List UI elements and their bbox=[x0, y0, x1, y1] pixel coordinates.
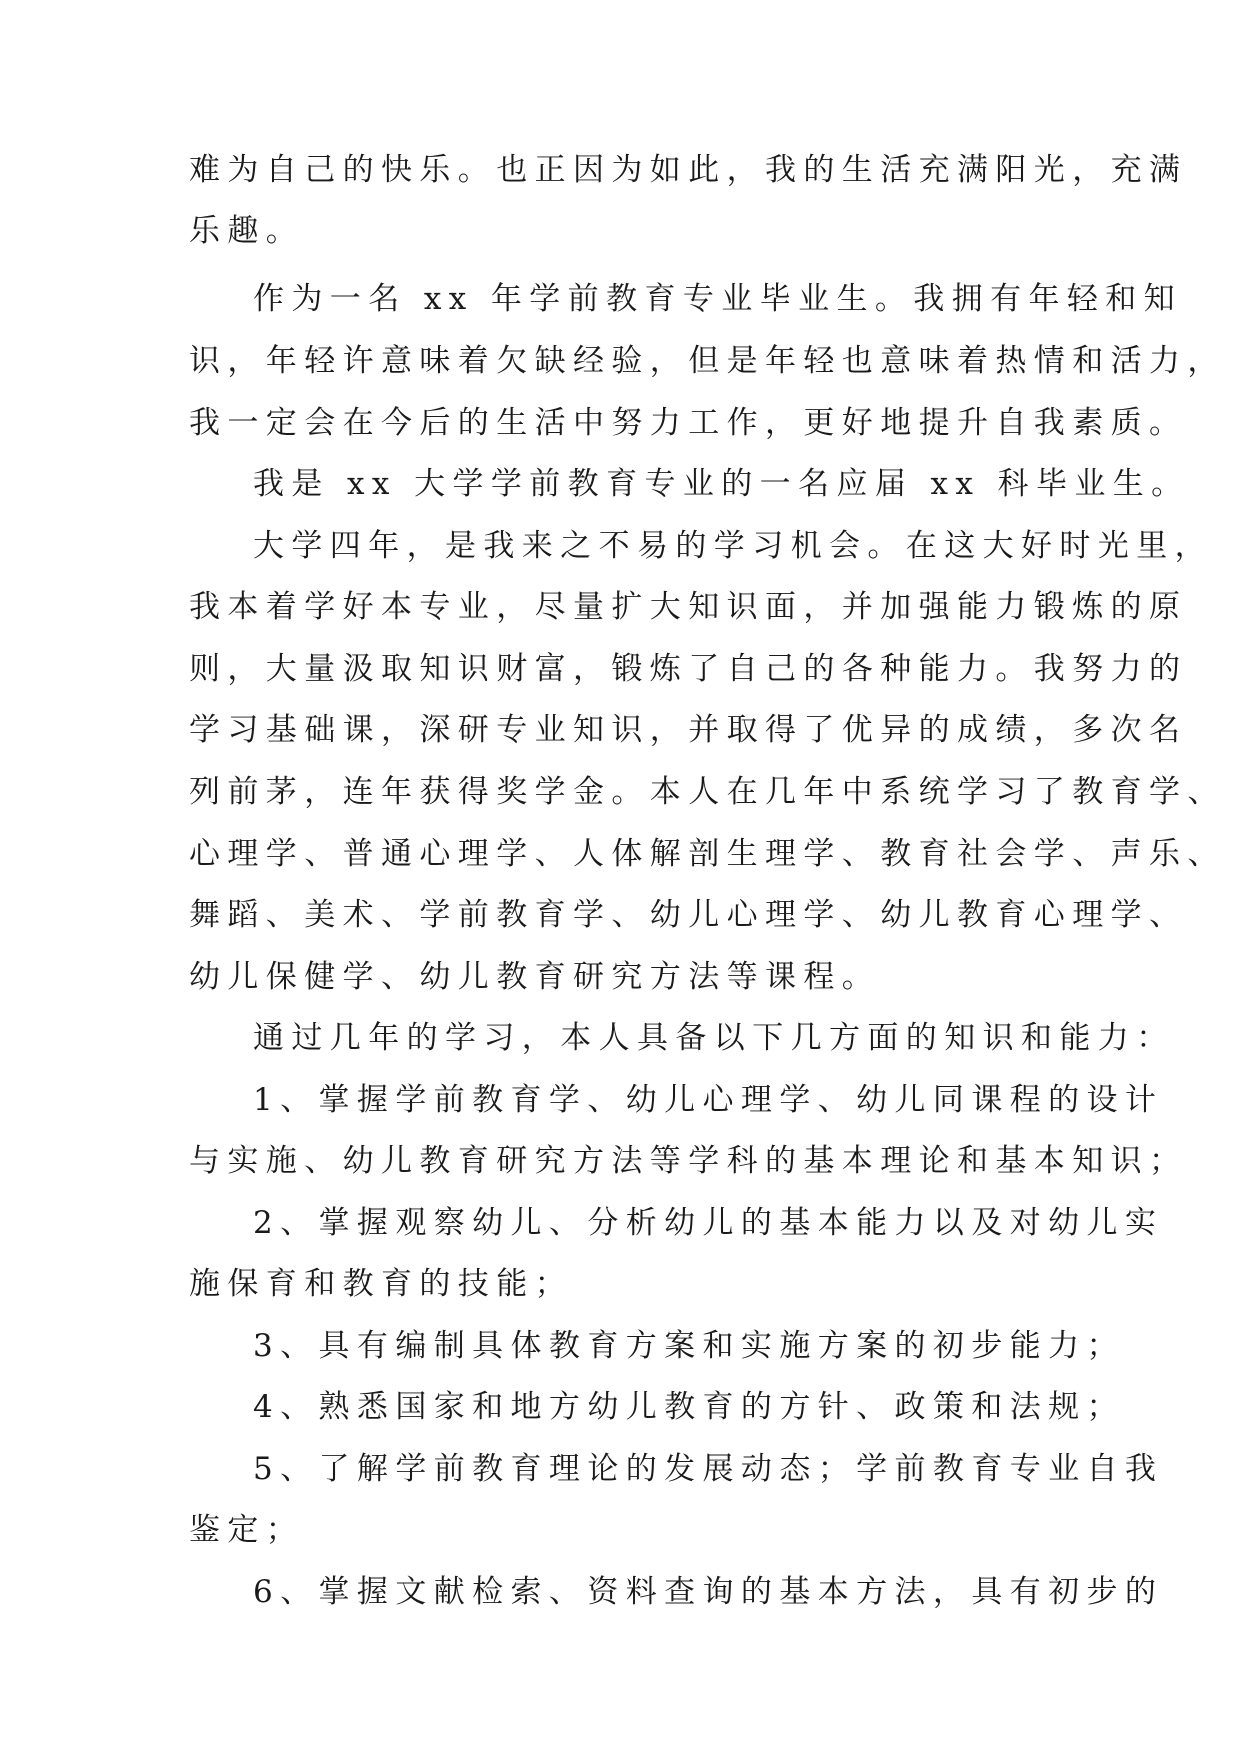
text-line: 1、掌握学前教育学、幼儿心理学、幼儿同课程的设计 bbox=[253, 1082, 1164, 1118]
text-line: 2、掌握观察幼儿、分析幼儿的基本能力以及对幼儿实 bbox=[253, 1205, 1164, 1241]
text-line: 与实施、幼儿教育研究方法等学科的基本理论和基本知识； bbox=[189, 1143, 1188, 1179]
text-line: 鉴定； bbox=[189, 1512, 305, 1548]
text-line: 舞蹈、美术、学前教育学、幼儿心理学、幼儿教育心理学、 bbox=[189, 897, 1188, 933]
text-line: 3、具有编制具体教育方案和实施方案的初步能力； bbox=[253, 1328, 1125, 1364]
text-line: 通过几年的学习，本人具备以下几方面的知识和能力： bbox=[253, 1020, 1175, 1056]
text-line: 乐趣。 bbox=[189, 213, 305, 249]
text-line: 心理学、普通心理学、人体解剖生理学、教育社会学、声乐、 bbox=[189, 836, 1226, 872]
text-line: 识，年轻许意味着欠缺经验，但是年轻也意味着热情和活力， bbox=[189, 343, 1226, 379]
text-line: 5、了解学前教育理论的发展动态；学前教育专业自我 bbox=[253, 1451, 1164, 1487]
text-line: 幼儿保健学、幼儿教育研究方法等课程。 bbox=[189, 959, 881, 995]
text-line: 则，大量汲取知识财富，锻炼了自己的各种能力。我努力的 bbox=[189, 651, 1188, 687]
text-line: 我一定会在今后的生活中努力工作，更好地提升自我素质。 bbox=[189, 405, 1188, 441]
text-line: 施保育和教育的技能； bbox=[189, 1266, 573, 1302]
text-line: 6、掌握文献检索、资料查询的基本方法，具有初步的 bbox=[253, 1574, 1164, 1610]
text-line: 我本着学好本专业，尽量扩大知识面，并加强能力锻炼的原 bbox=[189, 589, 1188, 625]
text-line: 学习基础课，深研专业知识，并取得了优异的成绩，多次名 bbox=[189, 712, 1188, 748]
text-line: 作为一名 xx 年学前教育专业毕业生。我拥有年轻和知 bbox=[253, 281, 1183, 317]
text-line: 难为自己的快乐。也正因为如此，我的生活充满阳光，充满 bbox=[189, 152, 1188, 188]
text-line: 4、熟悉国家和地方幼儿教育的方针、政策和法规； bbox=[253, 1389, 1125, 1425]
text-line: 我是 xx 大学学前教育专业的一名应届 xx 科毕业生。 bbox=[253, 466, 1190, 502]
text-line: 大学四年，是我来之不易的学习机会。在这大好时光里， bbox=[253, 528, 1213, 564]
text-line: 列前茅，连年获得奖学金。本人在几年中系统学习了教育学、 bbox=[189, 774, 1226, 810]
